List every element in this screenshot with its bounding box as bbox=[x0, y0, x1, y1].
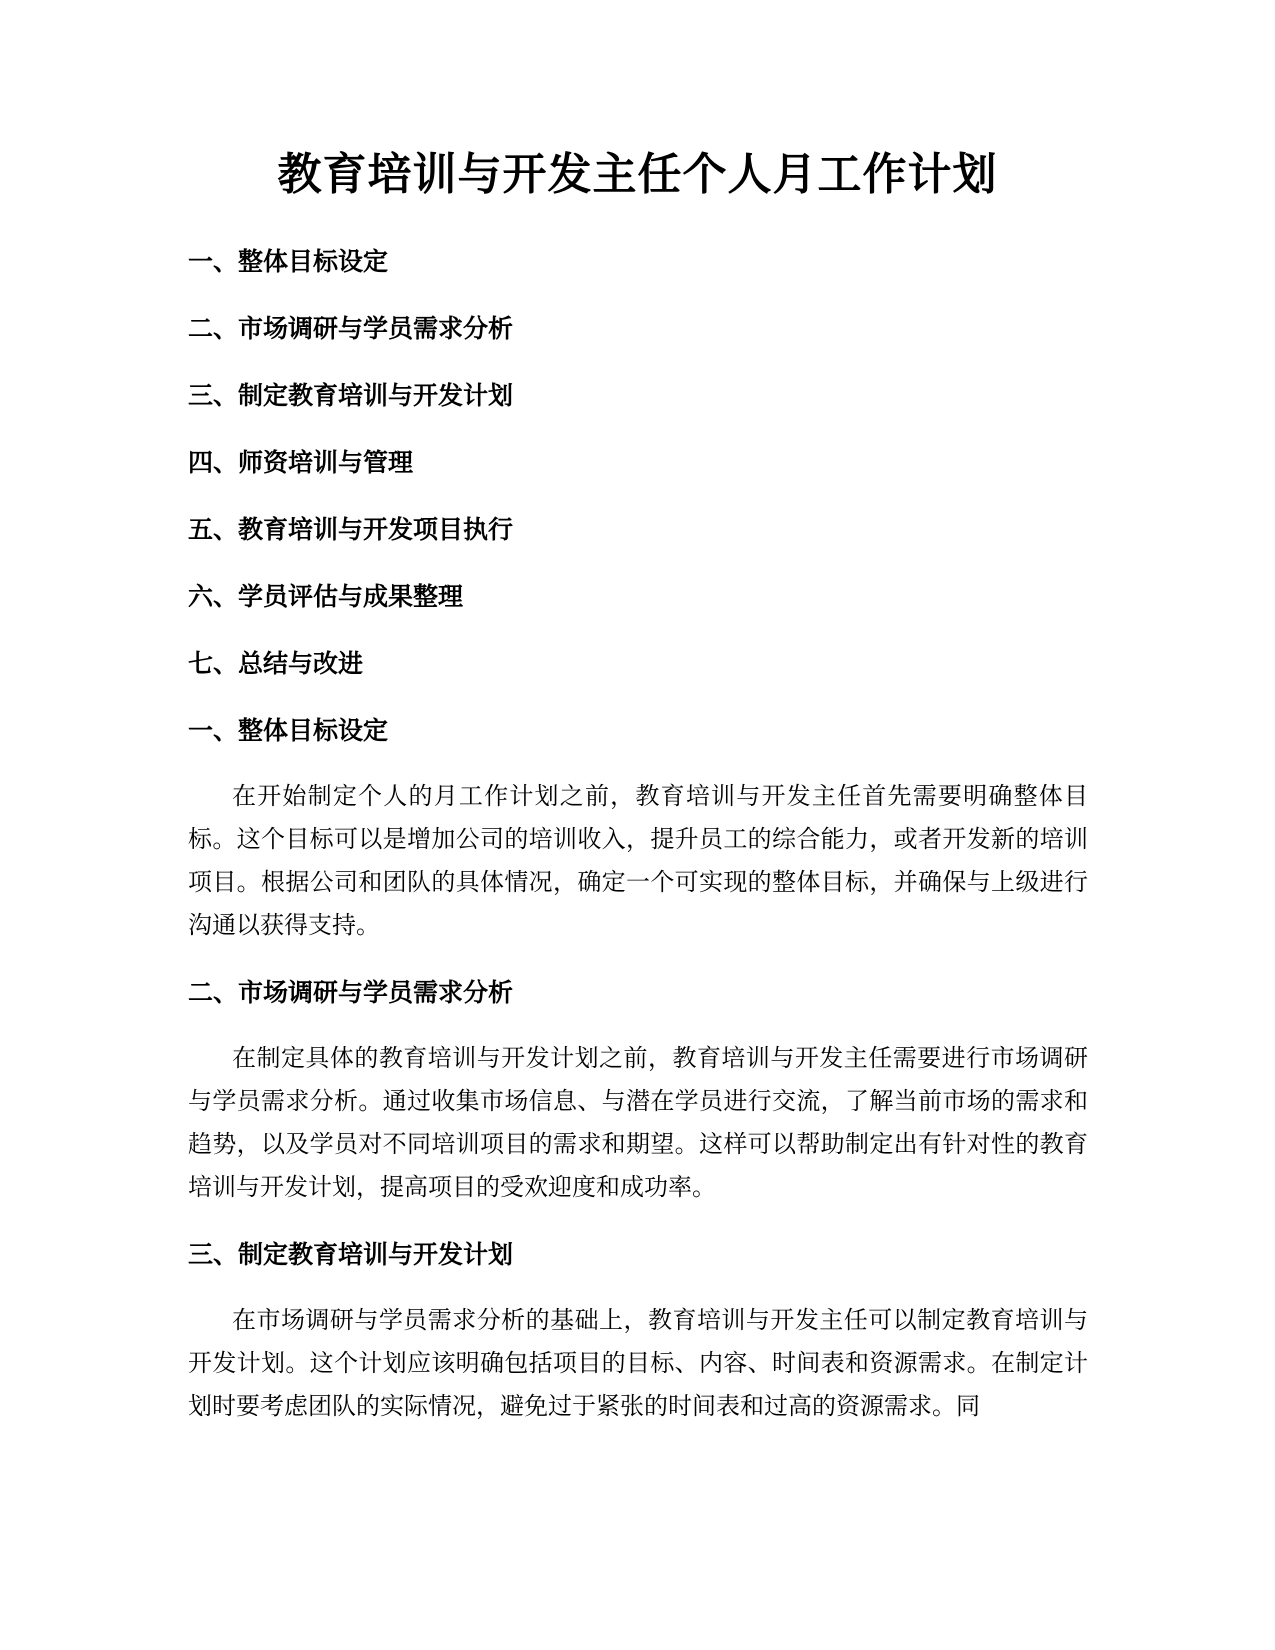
document-body bbox=[188, 246, 1088, 1428]
document-title: 教育培训与开发主任个人月工作计划 bbox=[277, 149, 998, 200]
toc-item: 三、制定教育培训与开发计划 bbox=[188, 381, 514, 410]
toc-item: 七、总结与改进 bbox=[188, 649, 364, 678]
section-paragraph: 在制定具体的教育培训与开发计划之前，教育培训与开发主任需要进行市场调研与学员需求分析。通过收集市场信息、与潜在学员进行交流，了解当前市场的需求和趋势，以及学员对不同培训项目的需求和期望。这样可以帮助制定出有针对性的教育培训与开发计划，提高项目的受欢迎度和成功率。 bbox=[188, 1044, 1088, 1201]
section-1 bbox=[188, 715, 1088, 947]
toc-item: 六、学员评估与成果整理 bbox=[188, 582, 464, 611]
table-of-contents bbox=[188, 246, 1088, 680]
section-paragraph: 在市场调研与学员需求分析的基础上，教育培训与开发主任可以制定教育培训与开发计划。这个计划应该明确包括项目的目标、内容、时间表和资源需求。在制定计划时要考虑团队的实际情况，避免过于紧张的时间表和过高的资源需求。同 bbox=[188, 1306, 1088, 1420]
section-2 bbox=[188, 977, 1088, 1209]
toc-item: 一、整体目标设定 bbox=[188, 247, 389, 276]
toc-item: 五、教育培训与开发项目执行 bbox=[188, 515, 514, 544]
section-heading: 一、整体目标设定 bbox=[188, 716, 389, 745]
toc-item: 四、师资培训与管理 bbox=[188, 448, 414, 477]
section-3 bbox=[188, 1239, 1088, 1428]
section-heading: 二、市场调研与学员需求分析 bbox=[188, 978, 514, 1007]
section-heading: 三、制定教育培训与开发计划 bbox=[188, 1240, 514, 1269]
toc-item: 二、市场调研与学员需求分析 bbox=[188, 314, 514, 343]
section-paragraph: 在开始制定个人的月工作计划之前，教育培训与开发主任首先需要明确整体目标。这个目标可以是增加公司的培训收入，提升员工的综合能力，或者开发新的培训项目。根据公司和团队的具体情况，确定一个可实现的整体目标，并确保与上级进行沟通以获得支持。 bbox=[188, 782, 1088, 939]
